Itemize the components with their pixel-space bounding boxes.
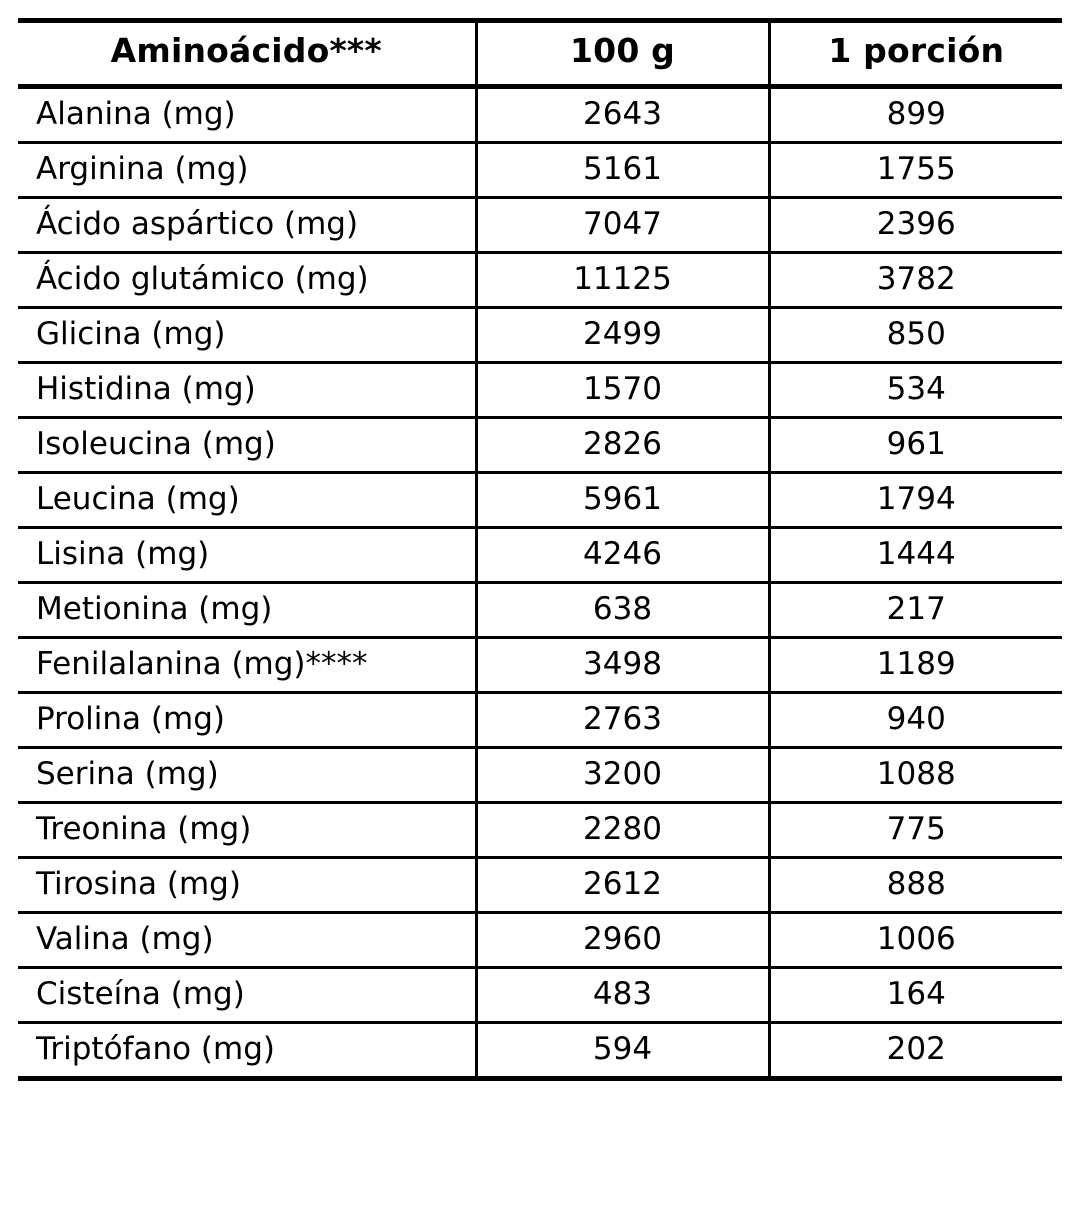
table-row [18, 528, 1062, 583]
amino-acid-name: Leucina (mg) [18, 473, 476, 528]
table-row [18, 858, 1062, 913]
table-body [18, 87, 1062, 1079]
amino-acid-name: Ácido glutámico (mg) [18, 253, 476, 308]
table-row [18, 583, 1062, 638]
amino-acid-name: Isoleucina (mg) [18, 418, 476, 473]
amino-acid-name: Ácido aspártico (mg) [18, 198, 476, 253]
table-row [18, 638, 1062, 693]
amino-acid-per-portion: 850 [769, 308, 1062, 363]
amino-acid-per-portion: 1755 [769, 143, 1062, 198]
amino-acid-per-portion: 3782 [769, 253, 1062, 308]
amino-acid-per-100g: 7047 [476, 198, 769, 253]
amino-acid-name: Cisteína (mg) [18, 968, 476, 1023]
amino-acid-name: Valina (mg) [18, 913, 476, 968]
amino-acid-per-portion: 2396 [769, 198, 1062, 253]
amino-acid-per-portion: 1006 [769, 913, 1062, 968]
amino-acid-per-portion: 1189 [769, 638, 1062, 693]
amino-acid-per-100g: 1570 [476, 363, 769, 418]
table-row [18, 143, 1062, 198]
amino-acid-name: Histidina (mg) [18, 363, 476, 418]
table-row [18, 308, 1062, 363]
table-row [18, 1023, 1062, 1079]
column-header-per-100g: 100 g [476, 21, 769, 87]
amino-acid-name: Fenilalanina (mg)**** [18, 638, 476, 693]
amino-acid-per-100g: 2499 [476, 308, 769, 363]
amino-acid-per-100g: 3200 [476, 748, 769, 803]
amino-acid-name: Treonina (mg) [18, 803, 476, 858]
amino-acid-per-100g: 4246 [476, 528, 769, 583]
amino-acid-per-portion: 534 [769, 363, 1062, 418]
amino-acid-name: Prolina (mg) [18, 693, 476, 748]
column-header-per-portion: 1 porción [769, 21, 1062, 87]
amino-acid-name: Serina (mg) [18, 748, 476, 803]
amino-acid-per-100g: 5161 [476, 143, 769, 198]
amino-acid-name: Arginina (mg) [18, 143, 476, 198]
amino-acid-per-100g: 594 [476, 1023, 769, 1079]
table-row [18, 913, 1062, 968]
amino-acid-per-100g: 5961 [476, 473, 769, 528]
amino-acid-per-portion: 888 [769, 858, 1062, 913]
amino-acid-per-100g: 2763 [476, 693, 769, 748]
amino-acid-per-portion: 940 [769, 693, 1062, 748]
table-row [18, 968, 1062, 1023]
table-row [18, 473, 1062, 528]
amino-acid-per-100g: 638 [476, 583, 769, 638]
table-row [18, 748, 1062, 803]
table-row [18, 693, 1062, 748]
table-row [18, 87, 1062, 143]
table-row [18, 363, 1062, 418]
table-header-row [18, 21, 1062, 87]
amino-acid-per-portion: 775 [769, 803, 1062, 858]
amino-acid-per-portion: 1794 [769, 473, 1062, 528]
amino-acid-table [18, 18, 1062, 1081]
amino-acid-per-100g: 2826 [476, 418, 769, 473]
amino-acid-name: Tirosina (mg) [18, 858, 476, 913]
amino-acid-name: Metionina (mg) [18, 583, 476, 638]
amino-acid-per-portion: 164 [769, 968, 1062, 1023]
table-row [18, 253, 1062, 308]
amino-acid-per-portion: 961 [769, 418, 1062, 473]
amino-acid-per-100g: 11125 [476, 253, 769, 308]
table-header [18, 21, 1062, 87]
amino-acid-name: Alanina (mg) [18, 87, 476, 143]
amino-acid-per-portion: 202 [886, 1031, 946, 1067]
column-header-amino-acid: Aminoácido*** [18, 21, 476, 87]
amino-acid-per-100g: 2612 [476, 858, 769, 913]
amino-acid-name: Lisina (mg) [18, 528, 476, 583]
amino-acid-per-100g: 2960 [476, 913, 769, 968]
amino-acid-per-100g: 483 [476, 968, 769, 1023]
amino-acid-per-100g: 3498 [476, 638, 769, 693]
amino-acid-per-100g: 2643 [476, 87, 769, 143]
amino-acid-per-portion: 899 [769, 87, 1062, 143]
amino-acid-per-portion: 217 [769, 583, 1062, 638]
amino-acid-per-portion: 1088 [769, 748, 1062, 803]
table-row [18, 198, 1062, 253]
amino-acid-name: Triptófano (mg) [18, 1023, 476, 1079]
table-row [18, 418, 1062, 473]
amino-acid-name: Glicina (mg) [18, 308, 476, 363]
amino-acid-per-100g: 2280 [476, 803, 769, 858]
table-row [18, 803, 1062, 858]
amino-acid-per-portion: 1444 [769, 528, 1062, 583]
